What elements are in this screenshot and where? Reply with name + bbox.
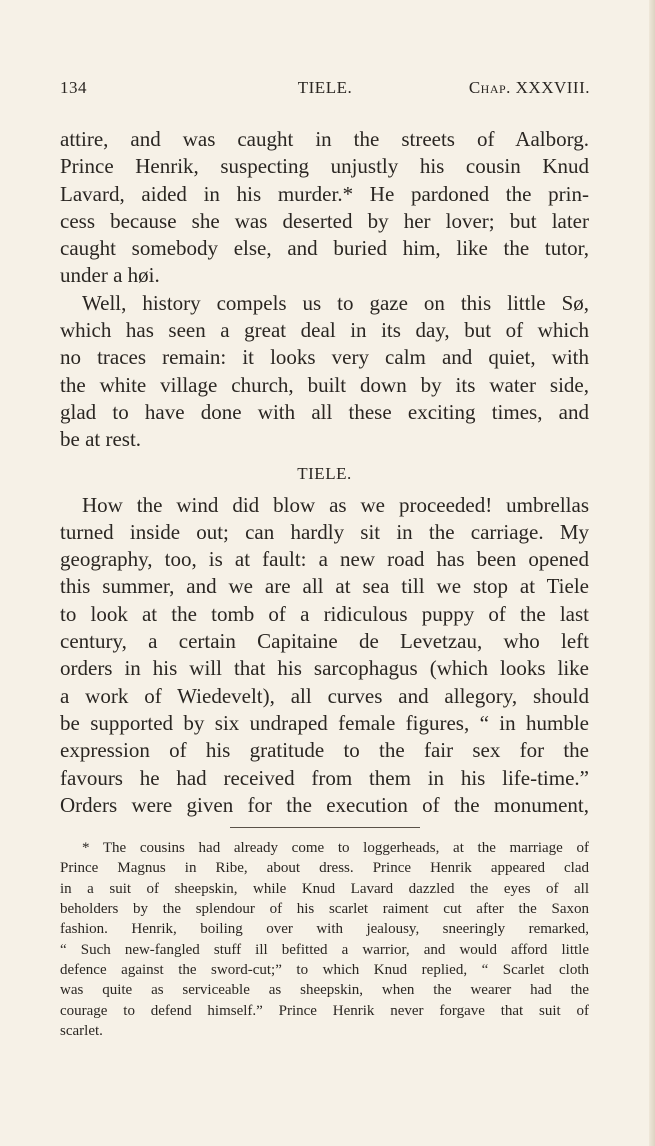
- text-line: a work of Wiedevelt), all curves and allegory, should: [60, 683, 589, 708]
- text-line: expression of his gratitude to the fair sex for the: [60, 738, 589, 763]
- paragraph-2: [60, 290, 589, 454]
- text-line: to look at the tomb of a ridiculous puppy of the last: [60, 601, 589, 626]
- footnote-line: was quite as serviceable as sheepskin, when the wearer had the: [60, 982, 589, 999]
- footnote-line: * The cousins had already come to loggerheads, at the marriage of: [82, 840, 589, 857]
- text-line: be at rest.: [60, 427, 142, 452]
- text-line: turned inside out; can hardly sit in the carriage. My: [60, 519, 589, 544]
- footnote-line: Prince Magnus in Ribe, about dress. Prince Henrik appeared clad: [60, 860, 589, 877]
- footnote-rule: [230, 827, 420, 828]
- text-line: favours he had received from them in his life-time.”: [60, 765, 589, 790]
- text-line: Prince Henrik, suspecting unjustly his cousin Knud: [60, 154, 589, 179]
- section-heading: TIELE.: [297, 463, 352, 483]
- text-line: caught somebody else, and buried him, like the tutor,: [60, 236, 589, 261]
- paragraph-3: [60, 492, 589, 820]
- text-line: orders in his will that his sarcophagus (which looks like: [60, 656, 589, 681]
- text-line: glad to have done with all these exciting times, and: [60, 399, 589, 424]
- text-line: cess because she was deserted by her lover; but later: [60, 208, 589, 233]
- text-line: century, a certain Capitaine de Levetzau, who left: [60, 629, 589, 654]
- text-line: geography, too, is at fault: a new road has been opened: [60, 547, 589, 572]
- text-line: under a høi.: [60, 263, 160, 288]
- footnote-line: “ Such new-fangled stuff ill befitted a warrior, and would afford little: [60, 941, 589, 958]
- text-line: Orders were given for the execution of the monument,: [60, 792, 589, 817]
- footnote-line: scarlet.: [60, 1022, 103, 1039]
- text-line: no traces remain: it looks very calm and quiet, with: [60, 345, 589, 370]
- footnote-line: defence against the sword-cut;” to which Knud replied, “ Scarlet cloth: [60, 961, 589, 978]
- footnote-line: fashion. Henrik, boiling over with jealousy, sneeringly remarked,: [60, 921, 589, 938]
- footnote-line: courage to defend himself.” Prince Henrik never forgave that suit of: [60, 1002, 589, 1019]
- text-line: the white village church, built down by its water side,: [60, 372, 589, 397]
- text-line: Well, history compels us to gaze on this little Sø,: [82, 290, 589, 315]
- text-line: be supported by six undraped female figures, “ in humble: [60, 710, 589, 735]
- text-line: How the wind did blow as we proceeded! umbrellas: [82, 492, 589, 517]
- running-header: [60, 78, 590, 104]
- paragraph-1: [60, 126, 589, 290]
- page-body: [60, 126, 589, 1041]
- text-line: which has seen a great deal in its day, but of which: [60, 318, 589, 343]
- text-line: attire, and was caught in the streets of Aalborg.: [60, 127, 589, 151]
- text-line: Lavard, aided in his murder.* He pardoned the prin-: [60, 181, 589, 206]
- page-number: 134: [60, 78, 87, 97]
- footnote-line: beholders by the splendour of his scarlet raiment cut after the Saxon: [60, 901, 589, 918]
- footnote: [60, 838, 589, 1041]
- text-line: this summer, and we are all at sea till we stop at Tiele: [60, 574, 589, 599]
- chapter-label: Chap. XXXVIII.: [468, 78, 590, 97]
- running-title: TIELE.: [297, 78, 353, 97]
- footnote-line: in a suit of sheepskin, while Knud Lavard dazzled the eyes of all: [60, 880, 589, 897]
- page-edge: [649, 0, 655, 1146]
